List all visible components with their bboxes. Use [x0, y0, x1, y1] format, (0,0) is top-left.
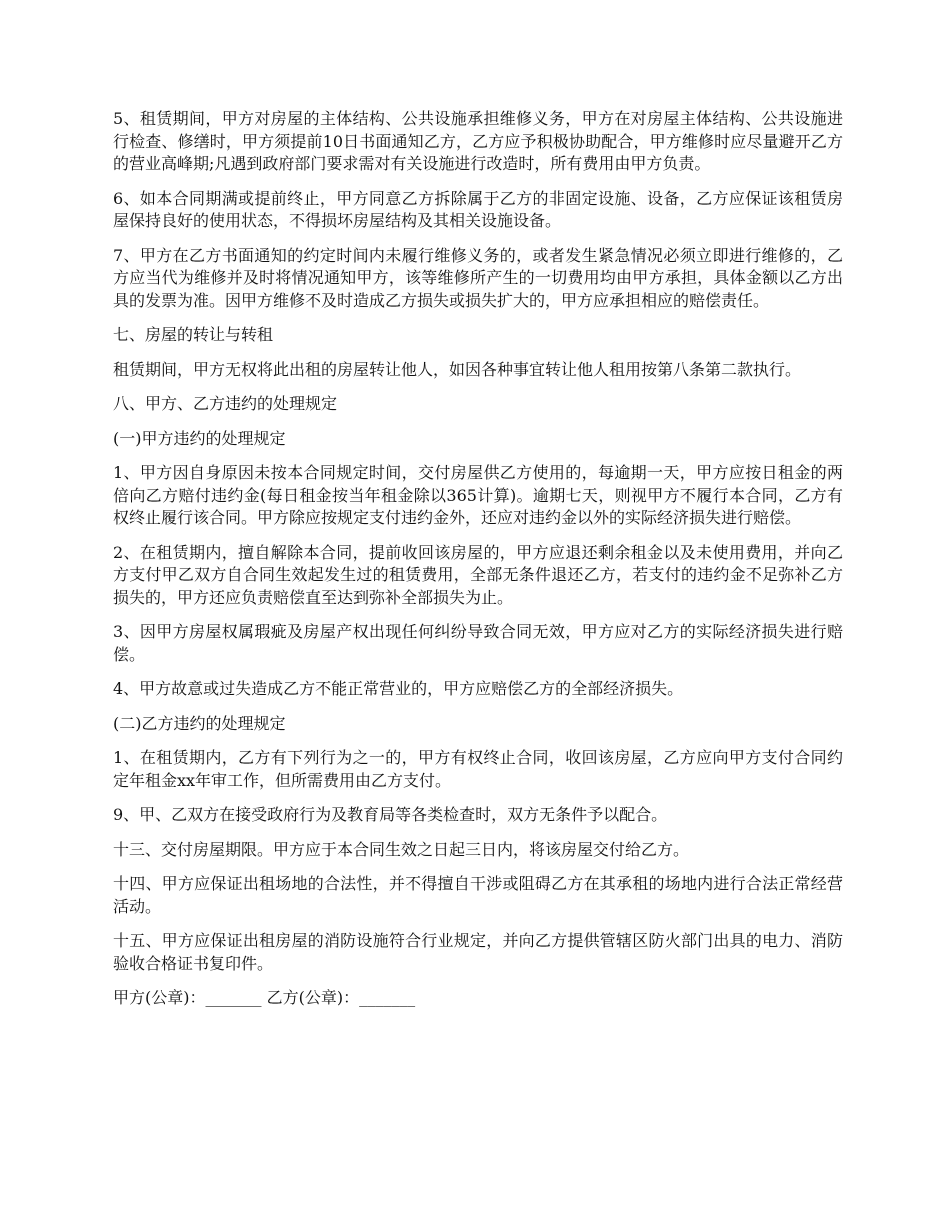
- clause-15: 十五、甲方应保证出租房屋的消防设施符合行业规定，并向乙方提供管辖区防火部门出具的电力、消防验收合格证书复印件。: [113, 931, 843, 973]
- party-a-clause-4: 4、甲方故意或过失造成乙方不能正常营业的，甲方应赔偿乙方的全部经济损失。: [113, 679, 684, 698]
- transfer-paragraph: 租赁期间，甲方无权将此出租的房屋转让他人，如因各种事宜转让他人租用按第八条第二款执行。: [113, 359, 802, 379]
- section-heading-7: 七、房屋的转让与转租: [113, 325, 274, 344]
- party-b-seal: 乙方(公章)：_______: [266, 988, 416, 1007]
- clause-9: 9、甲、乙双方在接受政府行为及教育局等各类检查时，双方无条件予以配合。: [113, 805, 668, 824]
- party-a-clause-2: 2、在租赁期内，擅自解除本合同，提前收回该房屋的，甲方应退还剩余租金以及未使用费用，并向乙方支付甲乙双方自合同生效起发生过的租赁费用，全部无条件退还乙方，若支付的违约金不足弥补乙方损失的，甲方还应负责赔偿直至达到弥补全部损失为止。: [113, 542, 843, 607]
- party-b-clause-1: 1、在租赁期内，乙方有下列行为之一的，甲方有权终止合同，收回该房屋，乙方应向甲方支付合同约定年租金xx年审工作，但所需费用由乙方支付。: [113, 748, 843, 790]
- clause-14: 十四、甲方应保证出租场地的合法性，并不得擅自干涉或阻碍乙方在其承租的场地内进行合法正常经营活动。: [113, 874, 843, 916]
- subsection-heading-party-a: (一)甲方违约的处理规定: [113, 428, 286, 448]
- party-a-clause-3: 3、因甲方房屋权属瑕疵及房屋产权出现任何纠纷导致合同无效，甲方应对乙方的实际经济损失进行赔偿。: [113, 622, 843, 664]
- subsection-heading-party-b: (二)乙方违约的处理规定: [113, 713, 286, 733]
- clause-7: 7、甲方在乙方书面通知的约定时间内未履行维修义务的，或者发生紧急情况必须立即进行维修的，乙方应当代为维修并及时将情况通知甲方，该等维修所产生的一切费用均由甲方承担，具体金额以乙方出具的发票为准。因甲方维修不及时造成乙方损失或损失扩大的，甲方应承担相应的赔偿责任。: [113, 245, 843, 310]
- clause-5: 5、租赁期间，甲方对房屋的主体结构、公共设施承担维修义务，甲方在对房屋主体结构、公共设施进行检查、修缮时，甲方须提前10日书面通知乙方，乙方应予积极协助配合，甲方维修时应尽量避开乙方的营业高峰期;凡遇到政府部门要求需对有关设施进行改造时，所有费用由甲方负责。: [113, 109, 843, 173]
- party-a-seal: 甲方(公章)：_______: [113, 988, 262, 1007]
- clause-6: 6、如本合同期满或提前终止，甲方同意乙方拆除属于乙方的非固定设施、设备，乙方应保证该租赁房屋保持良好的使用状态，不得损坏房屋结构及其相关设施设备。: [113, 188, 843, 230]
- signature-line: [113, 987, 843, 1010]
- clause-13: 十三、交付房屋期限。甲方应于本合同生效之日起三日内，将该房屋交付给乙方。: [113, 839, 690, 859]
- party-a-clause-1: 1、甲方因自身原因未按本合同规定时间，交付房屋供乙方使用的，每逾期一天，甲方应按日租金的两倍向乙方赔付违约金(每日租金按当年租金除以365计算)。逾期七天，则视甲方不履行本合同，乙方有权终止履行该合同。甲方除应按规定支付违约金外，还应对违约金以外的实际经济损失进行赔偿。: [113, 463, 843, 527]
- section-heading-8: 八、甲方、乙方违约的处理规定: [113, 394, 338, 413]
- document-page: [113, 108, 843, 1022]
